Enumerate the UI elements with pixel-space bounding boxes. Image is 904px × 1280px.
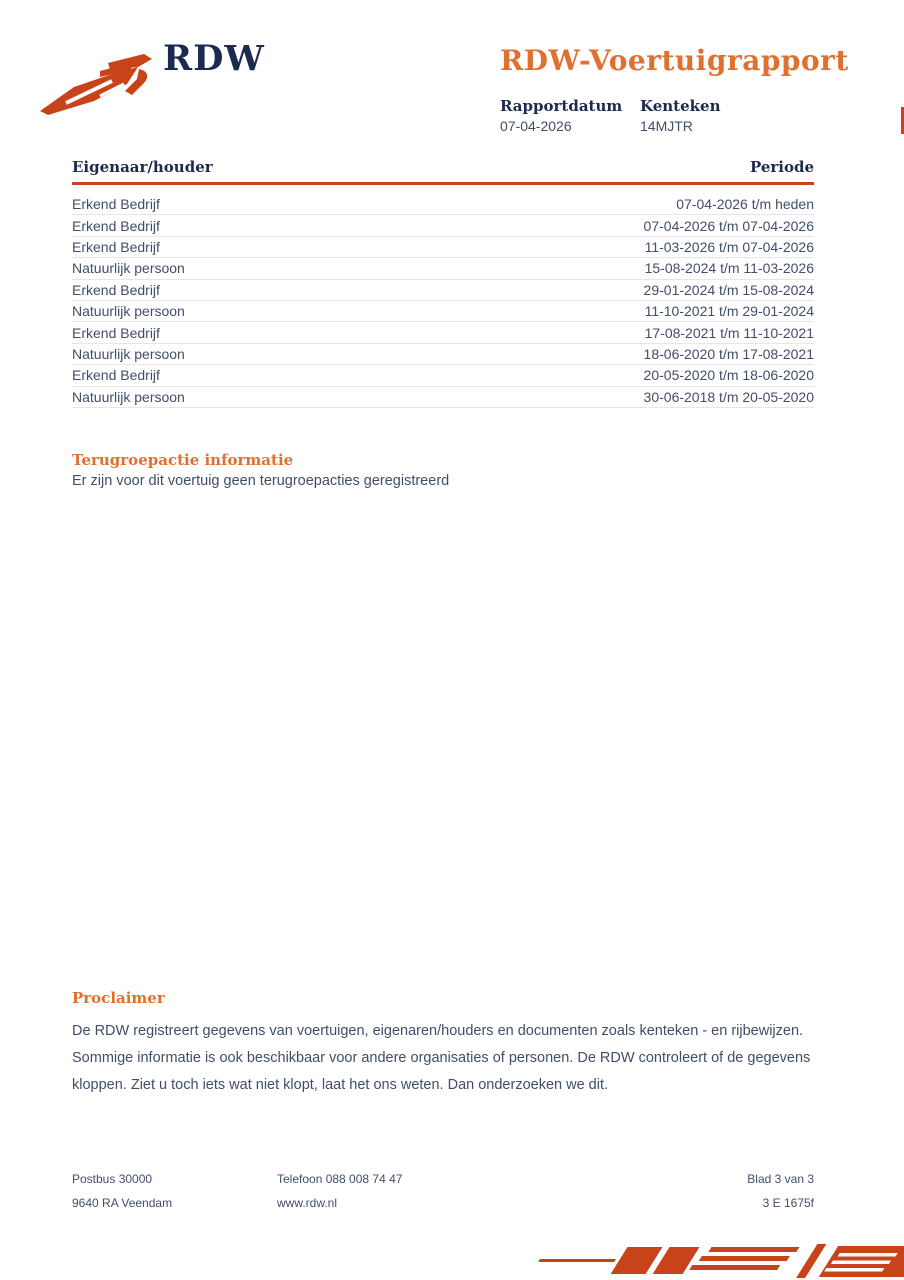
owner-cell: Natuurlijk persoon [72,388,185,405]
footer-website: www.rdw.nl [277,1196,338,1210]
owner-cell: Natuurlijk persoon [72,303,185,320]
footer-phone: Telefoon 088 008 74 47 [277,1172,403,1186]
period-cell: 11-03-2026 t/m 07-04-2026 [644,238,814,255]
period-cell: 18-06-2020 t/m 17-08-2021 [643,345,814,362]
period-cell: 11-10-2021 t/m 29-01-2024 [644,303,814,320]
footer-address-line2: 9640 RA Veendam [72,1196,173,1210]
column-header-owner: Eigenaar/houder [72,158,213,176]
owner-cell: Erkend Bedrijf [72,238,160,255]
table-row [72,215,814,236]
owner-cell: Natuurlijk persoon [72,260,185,277]
owner-cell: Erkend Bedrijf [72,281,160,298]
owners-table-header [72,158,814,185]
table-row [72,194,814,215]
owner-cell: Erkend Bedrijf [72,324,160,341]
period-cell: 30-06-2018 t/m 20-05-2020 [643,388,814,405]
recall-section-body: Er zijn voor dit voertuig geen terugroepacties geregistreerd [72,473,450,489]
table-row [72,280,814,301]
report-date-label: Rapportdatum [500,97,623,115]
license-plate-label: Kenteken [640,97,721,115]
table-row [72,387,814,408]
rdw-logo-wordmark: RDW [163,38,265,79]
footer-document-code: 3 E 1675f [762,1196,814,1210]
period-cell: 20-05-2020 t/m 18-06-2020 [643,367,814,384]
owner-cell: Erkend Bedrijf [72,217,160,234]
period-cell: 07-04-2026 t/m heden [676,196,814,213]
table-row [72,301,814,322]
table-row [72,322,814,343]
owners-table [72,158,814,408]
table-row [72,365,814,386]
owner-cell: Erkend Bedrijf [72,367,160,384]
period-cell: 29-01-2024 t/m 15-08-2024 [643,281,814,298]
period-cell: 15-08-2024 t/m 11-03-2026 [644,260,814,277]
period-cell: 17-08-2021 t/m 11-10-2021 [644,324,814,341]
report-date-value: 07-04-2026 [500,118,572,134]
footer-page-number: Blad 3 van 3 [747,1172,814,1186]
recall-section-heading: Terugroepactie informatie [72,451,294,469]
footer-address-line1: Postbus 30000 [72,1172,153,1186]
rdw-wing-logo-icon [38,50,166,120]
table-row [72,237,814,258]
table-row [72,258,814,279]
license-plate-value: 14MJTR [640,118,693,134]
owner-cell: Erkend Bedrijf [72,196,160,213]
page-title: RDW-Voertuigrapport [500,44,849,77]
proclaimer-section-heading: Proclaimer [72,989,165,1007]
proclaimer-section-body: De RDW registreert gegevens van voertuigen, eigenaren/houders en documenten zoals kenteken - en rijbewijzen. Sommige informatie is ook beschikbaar voor andere organisaties of personen. De RDW controleert of de gegevens kloppen. Ziet u toch iets wat niet klopt, laat het ons weten. Dan onderzoeken we dit. [72,1023,811,1093]
column-header-period: Periode [749,158,814,176]
owners-table-body [72,194,814,408]
owner-cell: Natuurlijk persoon [72,345,185,362]
table-row [72,344,814,365]
speed-stripes-decoration-icon [518,1243,904,1280]
period-cell: 07-04-2026 t/m 07-04-2026 [643,217,814,234]
